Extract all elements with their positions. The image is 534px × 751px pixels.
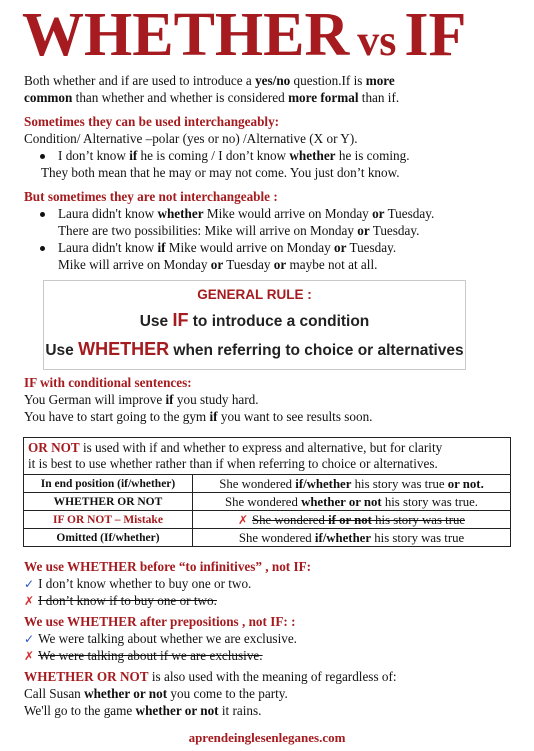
conditional-heading: IF with conditional sentences:	[24, 375, 192, 390]
interchangeable-bullet-1: I don’t know if he is coming / I don’t know whether he is coming.	[58, 148, 410, 163]
infinitives-wrong: ✗ I don’t know if to buy one or two.	[24, 593, 217, 608]
bullet-dot	[40, 246, 45, 251]
not-interchangeable-heading: But sometimes they are not interchangeable :	[24, 189, 278, 204]
row-label: IF OR NOT – Mistake	[24, 511, 193, 529]
interchangeable-line: Condition/ Alternative –polar (yes or no) /Alternative (X or Y).	[24, 131, 358, 146]
interchangeable-heading: Sometimes they can be used interchangeably:	[24, 114, 280, 129]
row-label: WHETHER OR NOT	[24, 493, 193, 511]
table-row	[24, 474, 510, 493]
table-row	[24, 528, 510, 547]
or-not-intro-line-2: it is best to use whether rather than if when referring to choice or alternatives.	[28, 456, 438, 471]
general-rule-title: GENERAL RULE :	[197, 287, 312, 302]
title-if: IF	[404, 1, 467, 69]
row-label: In end position (if/whether)	[24, 475, 193, 493]
not-interchangeable-bullet-1-line-2: There are two possibilities: Mike will arrive on Monday or Tuesday.	[58, 223, 420, 238]
not-interchangeable-bullet-2: Laura didn't know if Mike would arrive on Monday or Tuesday.	[58, 240, 397, 255]
prepositions-wrong: ✗ We were talking about if we are exclusive.	[24, 648, 263, 663]
general-rule-line-1: Use IF to introduce a condition	[139, 310, 370, 330]
row-example: ✗ She wondered if or not his story was true	[237, 513, 466, 527]
page-title	[22, 0, 522, 70]
conditional-line-2: You have to start going to the gym if you want to see results soon.	[24, 409, 373, 424]
regardless-line-1: Call Susan whether or not you come to the party.	[24, 686, 288, 701]
intro-line-2: common than whether and whether is considered more formal than if.	[24, 90, 400, 105]
infinitives-correct: ✓ I don’t know whether to buy one or two.	[24, 576, 252, 591]
or-not-intro-line-1: OR NOT is used with if and whether to express and alternative, but for clarity	[28, 440, 443, 455]
title-whether: WHETHER	[22, 1, 350, 69]
conditional-line-1: You German will improve if you study hard.	[24, 392, 259, 407]
footer-website: aprendeinglesenleganes.com	[188, 730, 346, 745]
not-interchangeable-bullet-1: Laura didn't know whether Mike would arrive on Monday or Tuesday.	[58, 206, 435, 221]
general-rule-line-2: Use WHETHER when referring to choice or alternatives	[45, 339, 464, 359]
table-row	[24, 492, 510, 511]
or-not-table	[23, 437, 511, 547]
bullet-dot	[40, 212, 45, 217]
intro-line-1: Both whether and if are used to introduce a yes/no question.If is more	[24, 73, 395, 88]
regardless-heading: WHETHER OR NOT is also used with the meaning of regardless of:	[24, 669, 397, 684]
regardless-line-2: We'll go to the game whether or not it rains.	[24, 703, 262, 718]
infinitives-heading: We use WHETHER before “to infinitives” , not IF:	[24, 559, 312, 574]
title-vs: vs	[357, 16, 397, 65]
row-label: Omitted (If/whether)	[24, 529, 193, 547]
row-example: She wondered if/whether his story was true	[238, 531, 465, 545]
prepositions-heading: We use WHETHER after prepositions , not IF: :	[24, 614, 296, 629]
prepositions-correct: ✓ We were talking about whether we are exclusive.	[24, 631, 297, 646]
cross-icon: ✗	[24, 649, 35, 663]
cross-icon: ✗	[237, 513, 249, 527]
row-example: She wondered whether or not his story was true.	[225, 495, 478, 509]
cross-icon: ✗	[24, 594, 35, 608]
general-rule-box	[43, 280, 466, 370]
interchangeable-bullet-1-line-2: They both mean that he may or may not come. You just don’t know.	[41, 165, 400, 180]
not-interchangeable-bullet-2-line-2: Mike will arrive on Monday or Tuesday or maybe not at all.	[58, 257, 378, 272]
row-example: She wondered if/whether his story was true or not.	[219, 477, 484, 491]
check-icon: ✓	[24, 632, 35, 646]
bullet-dot	[40, 154, 45, 159]
check-icon: ✓	[24, 577, 35, 591]
table-row	[24, 510, 510, 529]
